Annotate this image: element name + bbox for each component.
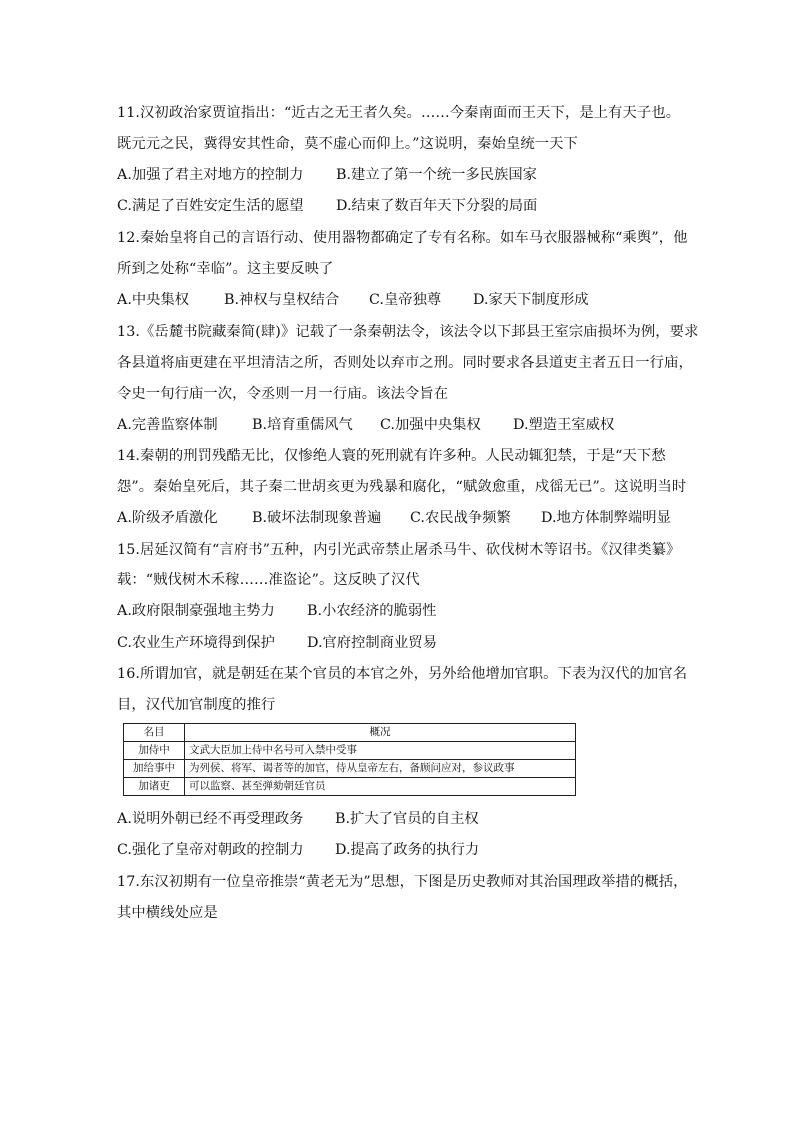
table-header-row bbox=[124, 724, 576, 742]
q14-stem-line1: 14.秦朝的刑罚残酷无比，仅惨绝人寰的死刑就有许多种。人民动辄犯禁，于是“天下愁 bbox=[117, 448, 666, 464]
q15-option-b: B.小农经济的脆弱性 bbox=[307, 603, 437, 619]
q16-stem-line2: 目，汉代加官制度的推行 bbox=[117, 697, 276, 713]
q16-option-b: B.扩大了官员的自主权 bbox=[335, 811, 479, 827]
table-cell: 加给事中 bbox=[124, 760, 185, 778]
table-row bbox=[124, 742, 576, 760]
q16-option-d: D.提高了政务的执行力 bbox=[335, 842, 480, 858]
q13-option-d: D.塑造王室威权 bbox=[513, 417, 615, 433]
q16-table bbox=[123, 723, 576, 796]
q11-stem-line2: 既元元之民，冀得安其性命，莫不虚心而仰上。”这说明，秦始皇统一天下 bbox=[117, 136, 578, 152]
table-header-name: 名目 bbox=[124, 724, 185, 742]
table-header-overview: 概况 bbox=[185, 724, 576, 742]
q14-stem-line2: 怨”。秦始皇死后，其子秦二世胡亥更为残暴和腐化，“赋敛愈重，戍徭无已”。这说明当时 bbox=[117, 479, 687, 495]
q14-option-a: A.阶级矛盾激化 bbox=[117, 510, 218, 526]
q11-option-d: D.结束了数百年天下分裂的局面 bbox=[336, 198, 538, 214]
q14-option-b: B.破坏法制现象普遍 bbox=[252, 510, 382, 526]
q13-stem-line1: 13.《岳麓书院藏秦简(肆)》记载了一条秦朝法令，该法令以下邽县王室宗庙损坏为例，要求 bbox=[117, 324, 699, 340]
q15-options-row1 bbox=[117, 601, 677, 621]
q15-option-d: D.官府控制商业贸易 bbox=[307, 635, 437, 651]
q11-option-c: C.满足了百姓安定生活的愿望 bbox=[117, 198, 304, 214]
table-cell: 为列侯、将军、谒者等的加官，侍从皇帝左右，备顾问应对，参议政事 bbox=[185, 760, 576, 778]
q17-stem-line1: 17.东汉初期有一位皇帝推崇“黄老无为”思想，下图是历史教师对其治国理政举措的概括， bbox=[117, 874, 688, 890]
q11-options-row1 bbox=[117, 165, 677, 185]
q13-options bbox=[117, 415, 677, 435]
q12-options bbox=[117, 290, 677, 310]
q16-options-row2 bbox=[117, 840, 677, 860]
q11-stem-line1: 11.汉初政治家贾谊指出：“近古之无王者久矣。……今秦南面而王天下，是上有天子也。 bbox=[117, 105, 681, 121]
table-cell: 加侍中 bbox=[124, 742, 185, 760]
q16-option-c: C.强化了皇帝对朝政的控制力 bbox=[117, 842, 304, 858]
q13-stem-line3: 令史一旬行庙一次，令丞则一月一行庙。该法令旨在 bbox=[117, 386, 449, 402]
q14-option-c: C.农民战争频繁 bbox=[410, 510, 511, 526]
table-cell: 加诸吏 bbox=[124, 778, 185, 796]
q12-option-b: B.神权与皇权结合 bbox=[224, 292, 340, 308]
q13-stem-line2: 各县道将庙更建在平坦清洁之所，否则处以弃市之刑。同时要求各县道吏主者五日一行庙， bbox=[117, 355, 693, 371]
table-cell: 文武大臣加上侍中名号可入禁中受事 bbox=[185, 742, 576, 760]
q16-stem-line1: 16.所谓加官，就是朝廷在某个官员的本官之外，另外给他增加官职。下表为汉代的加官名 bbox=[117, 666, 688, 682]
q16-options-row1 bbox=[117, 809, 677, 829]
q11-option-b: B.建立了第一个统一多民族国家 bbox=[336, 167, 537, 183]
table-cell: 可以监察、甚至弹劾朝廷官员 bbox=[185, 778, 576, 796]
q13-option-a: A.完善监察体制 bbox=[117, 417, 218, 433]
q14-option-d: D.地方体制弊端明显 bbox=[541, 510, 671, 526]
q12-stem-line1: 12.秦始皇将自己的言语行动、使用器物都确定了专有名称。如车马衣服器械称“乘舆”，他 bbox=[117, 230, 688, 246]
q16-option-a: A.说明外朝已经不再受理政务 bbox=[117, 811, 304, 827]
q15-option-a: A.政府限制豪强地主势力 bbox=[117, 603, 275, 619]
q12-option-c: C.皇帝独尊 bbox=[369, 292, 442, 308]
q12-stem-line2: 所到之处称“幸临”。这主要反映了 bbox=[117, 261, 334, 277]
table-row bbox=[124, 778, 576, 796]
q11-option-a: A.加强了君主对地方的控制力 bbox=[117, 167, 304, 183]
q13-option-c: C.加强中央集权 bbox=[380, 417, 481, 433]
q15-option-c: C.农业生产环境得到保护 bbox=[117, 635, 275, 651]
q12-option-a: A.中央集权 bbox=[117, 292, 190, 308]
q15-options-row2 bbox=[117, 633, 677, 653]
table-row bbox=[124, 760, 576, 778]
q15-stem-line2: 载：“贼伐树木禾稼……准盗论”。这反映了汉代 bbox=[117, 572, 420, 588]
q15-stem-line1: 15.居延汉简有“言府书”五种，内引光武帝禁止屠杀马牛、砍伐树木等诏书。《汉律类纂》 bbox=[117, 542, 681, 558]
q14-options bbox=[117, 508, 677, 528]
q17-stem-line2: 其中横线处应是 bbox=[117, 905, 218, 921]
q11-options-row2 bbox=[117, 196, 677, 216]
q12-option-d: D.家天下制度形成 bbox=[473, 292, 589, 308]
q13-option-b: B.培育重儒风气 bbox=[252, 417, 353, 433]
